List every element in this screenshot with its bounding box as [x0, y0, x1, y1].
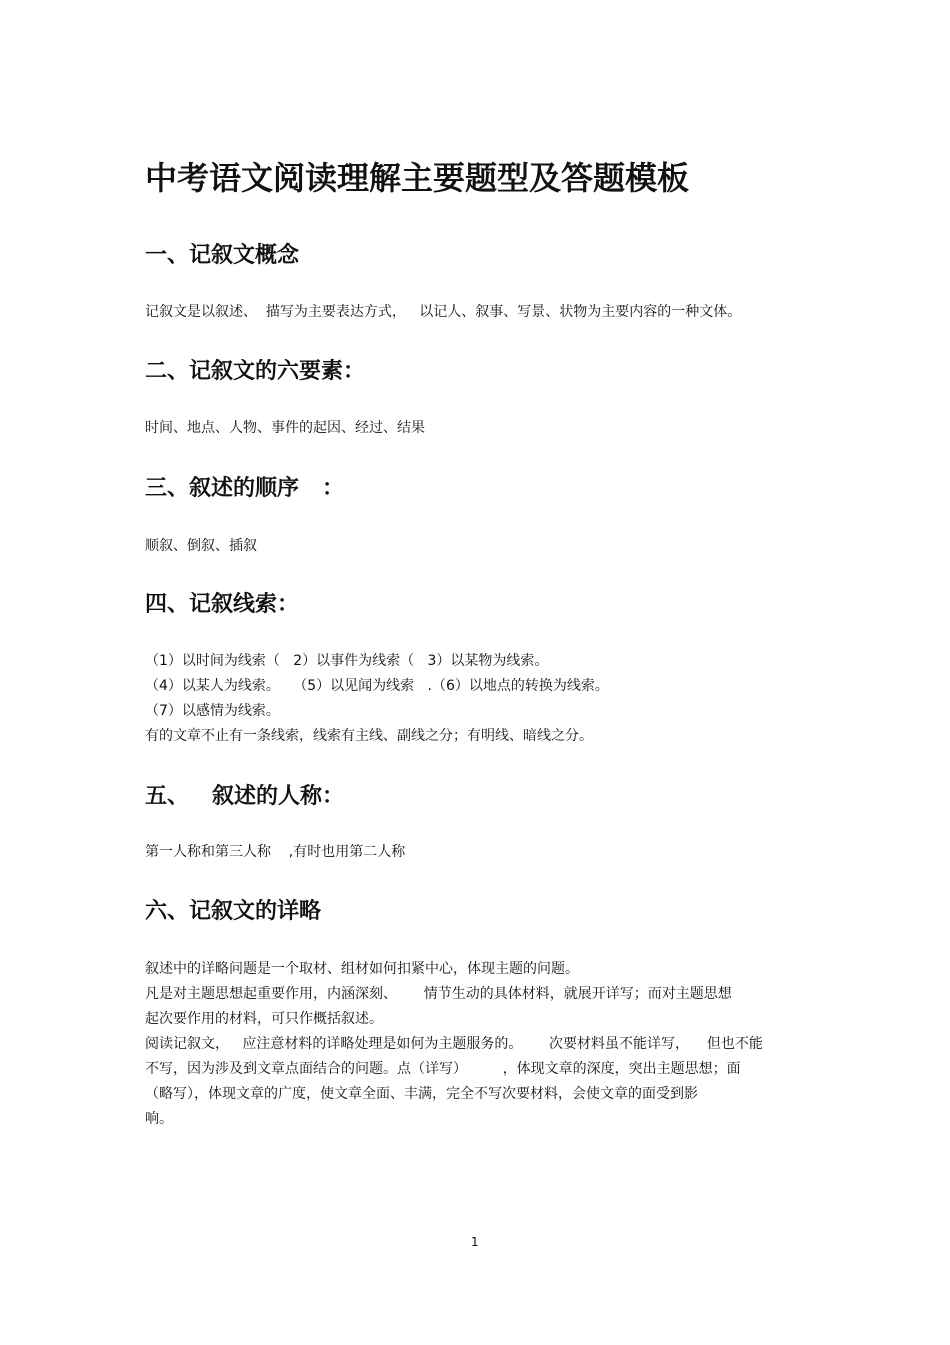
- page-title: 中考语文阅读理解主要题型及答题模板: [145, 159, 690, 197]
- section-4-line-1: （1）以时间为线索（ 2）以事件为线索（ 3）以某物为线索。: [145, 653, 549, 669]
- section-heading-4: 四、记叙线索：: [145, 592, 300, 617]
- section-heading-6: 六、记叙文的详略: [145, 899, 322, 924]
- section-heading-1: 一、记叙文概念: [145, 243, 300, 268]
- section-2-line-1: 时间、地点、人物、事件的起因、经过、结果: [145, 420, 425, 436]
- section-6-line-1: 叙述中的详略问题是一个取材、组材如何扣紧中心，体现主题的问题。: [145, 961, 579, 977]
- section-1-line-1: 记叙文是以叙述、 描写为主要表达方式， 以记人、叙事、写景、状物为主要内容的一种文体。: [145, 304, 742, 320]
- section-4-line-2: （4）以某人为线索。 （5）以见闻为线索 .（6）以地点的转换为线索。: [145, 678, 609, 694]
- page-number: 1: [471, 1235, 479, 1249]
- section-6-line-4: 阅读记叙文， 应注意材料的详略处理是如何为主题服务的。 次要材料虽不能详写， 但也不能: [145, 1036, 763, 1052]
- section-6-line-6: （略写），体现文章的广度，使文章全面、丰满，完全不写次要材料，会使文章的面受到影: [145, 1086, 698, 1102]
- section-6-line-2: 凡是对主题思想起重要作用，内涵深刻、 情节生动的具体材料，就展开详写；而对主题思想: [145, 986, 732, 1002]
- section-heading-3: 三、叙述的顺序 ：: [145, 476, 344, 501]
- section-6-line-3: 起次要作用的材料，可只作概括叙述。: [145, 1011, 383, 1027]
- section-4-line-3: （7）以感情为线索。: [145, 703, 280, 719]
- section-5-line-1: 第一人称和第三人称 ,有时也用第二人称: [145, 844, 406, 860]
- section-heading-5: 五、 叙述的人称：: [145, 784, 344, 809]
- section-3-line-1: 顺叙、倒叙、插叙: [145, 538, 257, 554]
- section-heading-2: 二、记叙文的六要素：: [145, 359, 366, 384]
- section-4-line-4: 有的文章不止有一条线索，线索有主线、副线之分；有明线、暗线之分。: [145, 728, 593, 744]
- section-6-line-7: 响。: [145, 1111, 173, 1127]
- section-6-line-5: 不写，因为涉及到文章点面结合的问题。点（详写） ，体现文章的深度，突出主题思想；面: [145, 1061, 741, 1077]
